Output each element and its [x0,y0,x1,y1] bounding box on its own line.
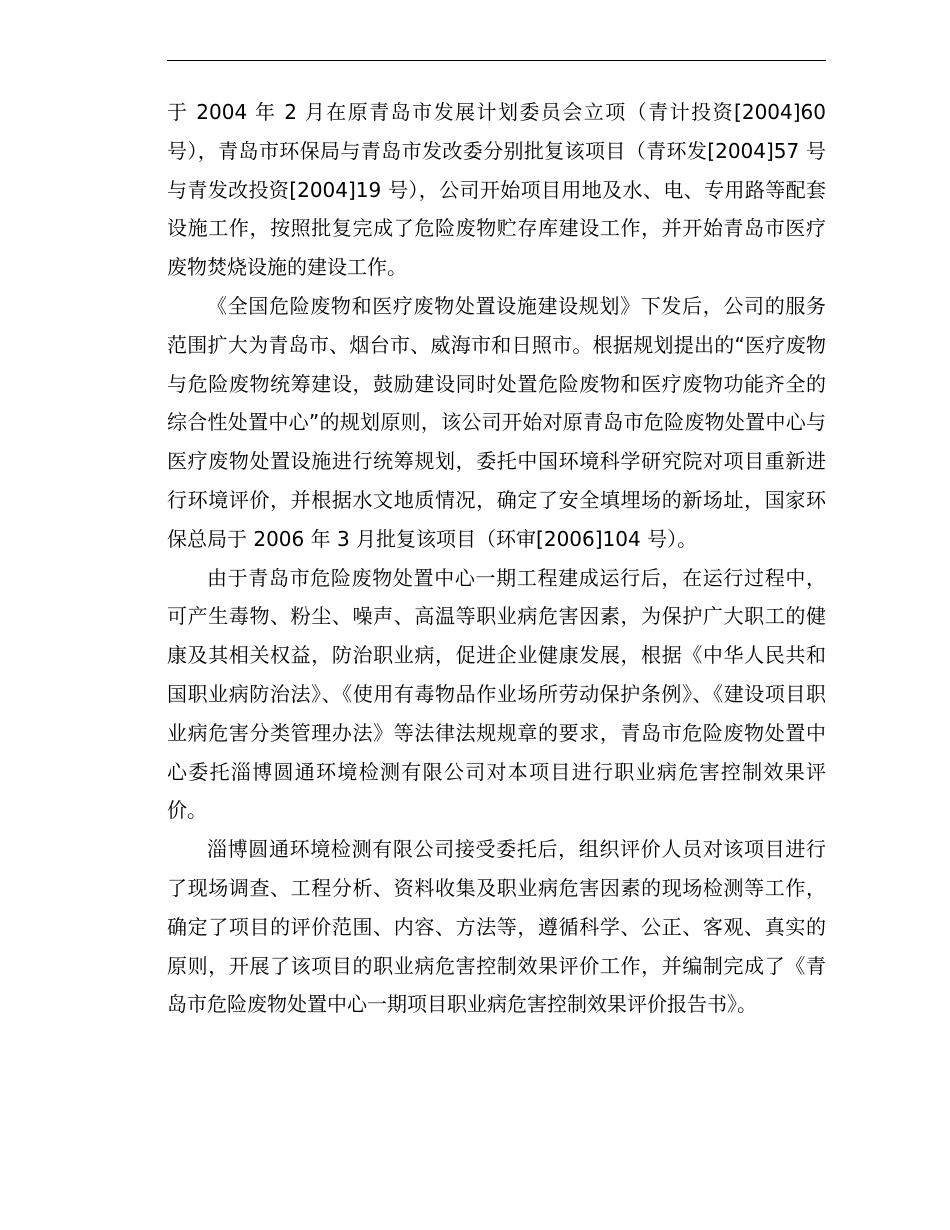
header-rule [167,60,826,61]
paragraph-2: 《全国危险废物和医疗废物处置设施建设规划》下发后，公司的服务范围扩大为青岛市、烟台市、威海市和日照市。根据规划提出的“医疗废物与危险废物统筹建设，鼓励建设同时处置危险废物和医疗废物功能齐全的综合性处置中心”的规划原则，该公司开始对原青岛市危险废物处置中心与医疗废物处置设施进行统筹规划，委托中国环境科学研究院对项目重新进行环境评价，并根据水文地质情况，确定了安全填埋场的新场址，国家环保总局于 2006 年 3 月批复该项目（环审[2006]104 号）。 [167,293,826,551]
paragraph-3: 由于青岛市危险废物处置中心一期工程建成运行后，在运行过程中，可产生毒物、粉尘、噪声、高温等职业病危害因素，为保护广大职工的健康及其相关权益，防治职业病，促进企业健康发展，根据《中华人民共和国职业病防治法》、《使用有毒物品作业场所劳动保护条例》、《建设项目职业病危害分类管理办法》等法律法规规章的要求，青岛市危险废物处置中心委托淄博圆通环境检测有限公司对本项目进行职业病危害控制效果评价。 [167,565,826,823]
paragraph-4: 淄博圆通环境检测有限公司接受委托后，组织评价人员对该项目进行了现场调查、工程分析、资料收集及职业病危害因素的现场检测等工作，确定了项目的评价范围、内容、方法等，遵循科学、公正、客观、真实的原则，开展了该项目的职业病危害控制效果评价工作，并编制完成了《青岛市危险废物处置中心一期项目职业病危害控制效果评价报告书》。 [167,837,826,1017]
document-body [167,93,826,1024]
paragraph-1-continuation: 于 2004 年 2 月在原青岛市发展计划委员会立项（青计投资[2004]60 号），青岛市环保局与青岛市发改委分别批复该项目（青环发[2004]57 号与青发改投资[2004]19 号），公司开始项目用地及水、电、专用路等配套设施工作，按照批复完成了危险废物贮存库建设工作，并开始青岛市医疗废物焚烧设施的建设工作。 [167,100,826,280]
